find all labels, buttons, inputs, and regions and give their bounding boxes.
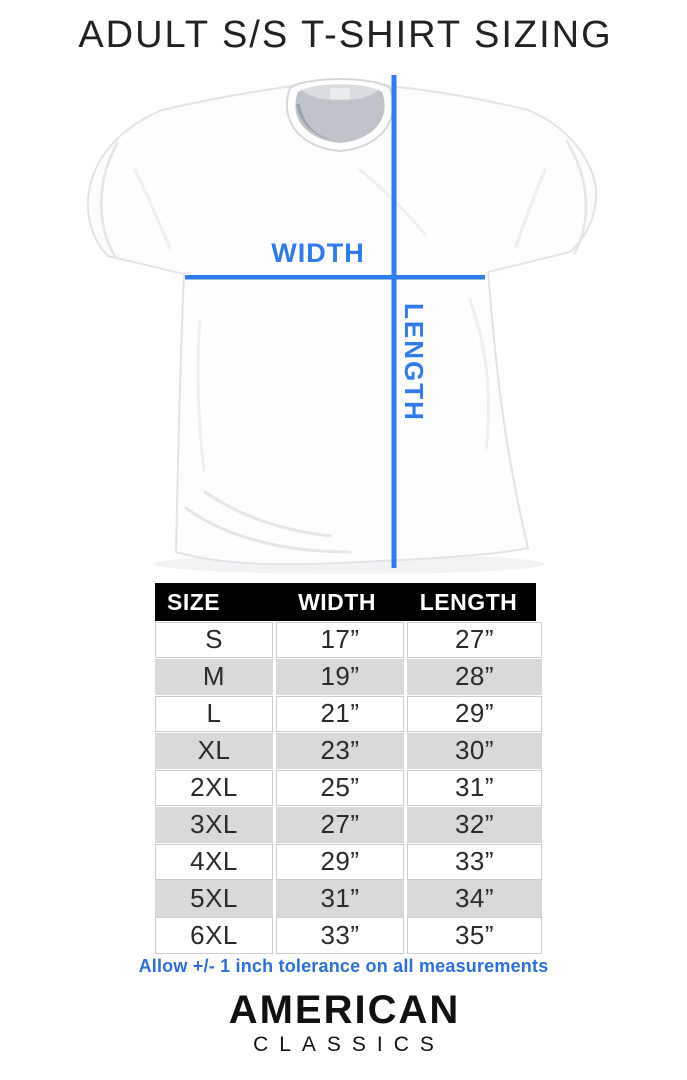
length-cell: 33” (407, 844, 542, 880)
width-measure-line (185, 275, 485, 280)
table-row (155, 622, 536, 658)
length-cell: 27” (407, 622, 542, 658)
table-row (155, 844, 536, 880)
tolerance-note: Allow +/- 1 inch tolerance on all measurements (138, 956, 549, 976)
length-cell: 30” (407, 733, 542, 769)
size-cell: L (155, 696, 273, 732)
size-table-header-row (155, 583, 536, 621)
length-cell: 29” (407, 696, 542, 732)
size-cell: 5XL (155, 880, 273, 916)
col-header-size: SIZE (167, 588, 221, 615)
length-cell: 32” (407, 807, 542, 843)
page-title: ADULT S/S T-SHIRT SIZING (78, 14, 613, 56)
table-row (155, 917, 536, 953)
length-cell: 35” (407, 917, 542, 953)
size-cell: 4XL (155, 844, 273, 880)
size-cell: 3XL (155, 807, 273, 843)
width-cell: 17” (276, 622, 404, 658)
width-cell: 27” (276, 807, 404, 843)
size-cell: M (155, 659, 273, 695)
table-row (155, 807, 536, 843)
size-table (155, 583, 536, 954)
width-cell: 21” (276, 696, 404, 732)
size-cell: 6XL (155, 917, 273, 953)
table-row (155, 696, 536, 732)
collar-label-tag (330, 88, 350, 99)
brand-logo (0, 988, 687, 1057)
width-cell: 23” (276, 733, 404, 769)
width-cell: 19” (276, 659, 404, 695)
length-measure-line (392, 75, 397, 568)
col-header-width: WIDTH (298, 588, 376, 615)
table-row (155, 770, 536, 806)
length-label: LENGTH (399, 303, 429, 422)
size-cell: S (155, 622, 273, 658)
length-cell: 31” (407, 770, 542, 806)
width-cell: 31” (276, 880, 404, 916)
length-cell: 34” (407, 880, 542, 916)
size-cell: 2XL (155, 770, 273, 806)
tshirt-body (88, 80, 596, 564)
table-row (155, 659, 536, 695)
brand-name-primary: AMERICAN (228, 988, 461, 1032)
width-cell: 33” (276, 917, 404, 953)
width-label: WIDTH (271, 238, 365, 268)
width-cell: 25” (276, 770, 404, 806)
length-cell: 28” (407, 659, 542, 695)
size-cell: XL (155, 733, 273, 769)
table-row (155, 733, 536, 769)
col-header-length: LENGTH (419, 588, 518, 615)
table-row (155, 880, 536, 916)
brand-name-secondary: CLASSICS (253, 1033, 445, 1056)
width-cell: 29” (276, 844, 404, 880)
